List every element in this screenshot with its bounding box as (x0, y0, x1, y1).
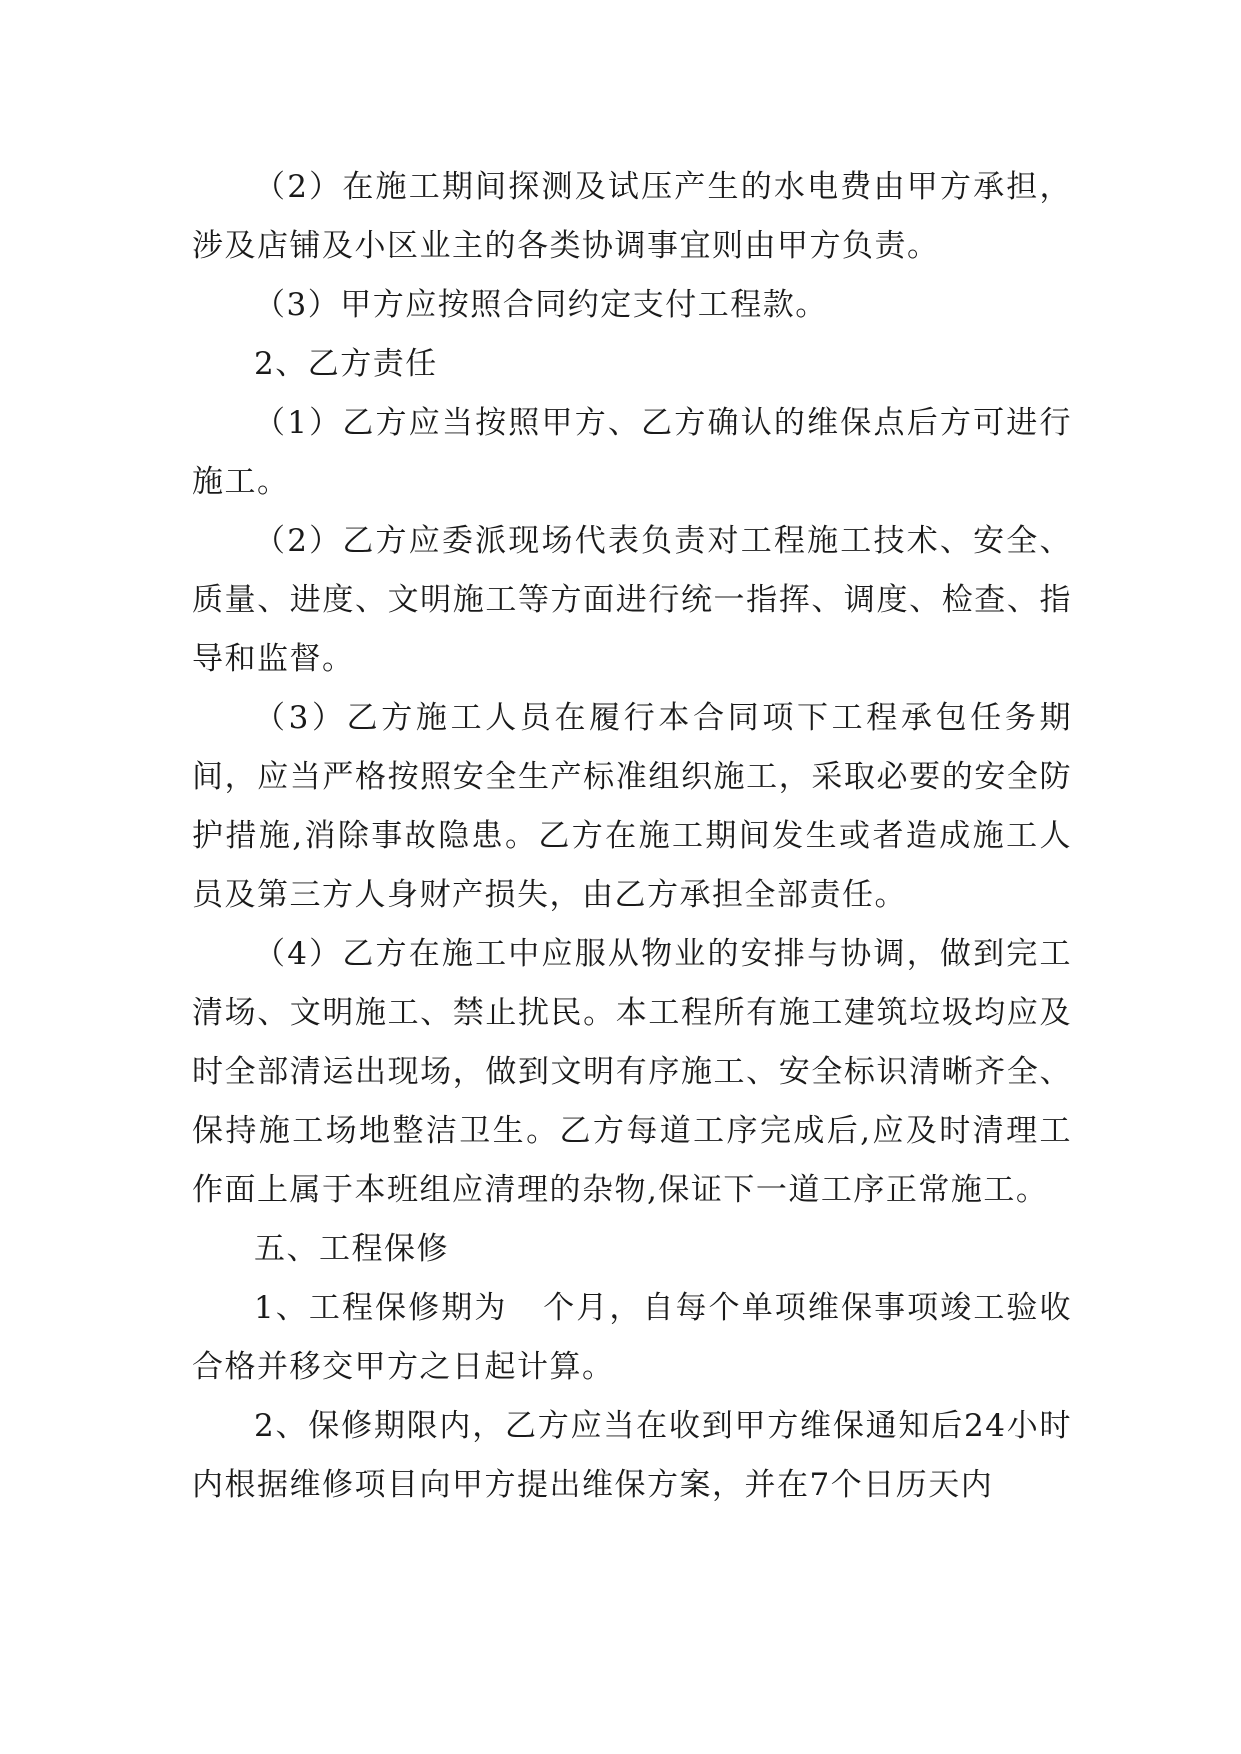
paragraph-party-a-payment: （3）甲方应按照合同约定支付工程款。 (254, 287, 828, 323)
paragraph-party-b-site-representative: （2）乙方应委派现场代表负责对工程施工技术、安全、质量、进度、文明施工等方面进行统一指挥、调度、检查、指导和监督。 (192, 523, 1072, 677)
paragraph-warranty-response: 2、保修期限内，乙方应当在收到甲方维保通知后24小时内根据维修项目向甲方提出维保方案，并在7个日历天内 (192, 1408, 1072, 1503)
heading-warranty: 五、工程保修 (254, 1231, 449, 1267)
heading-party-b-responsibility: 2、乙方责任 (254, 346, 438, 382)
document-body (192, 158, 1072, 1515)
paragraph-party-b-site-cleanup: （4）乙方在施工中应服从物业的安排与协调，做到完工清场、文明施工、禁止扰民。本工程所有施工建筑垃圾均应及时全部清运出现场，做到文明有序施工、安全标识清晰齐全、保持施工场地整洁卫生。乙方每道工序完成后,应及时清理工作面上属于本班组应清理的杂物,保证下一道工序正常施工。 (192, 936, 1072, 1208)
paragraph-party-b-maintenance-points: （1）乙方应当按照甲方、乙方确认的维保点后方可进行施工。 (192, 405, 1072, 500)
paragraph-party-a-utilities: （2）在施工期间探测及试压产生的水电费由甲方承担，涉及店铺及小区业主的各类协调事宜则由甲方负责。 (192, 169, 1072, 264)
paragraph-warranty-period: 1、工程保修期为 个月，自每个单项维保事项竣工验收合格并移交甲方之日起计算。 (192, 1290, 1072, 1385)
paragraph-party-b-safety: （3）乙方施工人员在履行本合同项下工程承包任务期间，应当严格按照安全生产标准组织施工，采取必要的安全防护措施,消除事故隐患。乙方在施工期间发生或者造成施工人员及第三方人身财产损失，由乙方承担全部责任。 (192, 700, 1072, 913)
